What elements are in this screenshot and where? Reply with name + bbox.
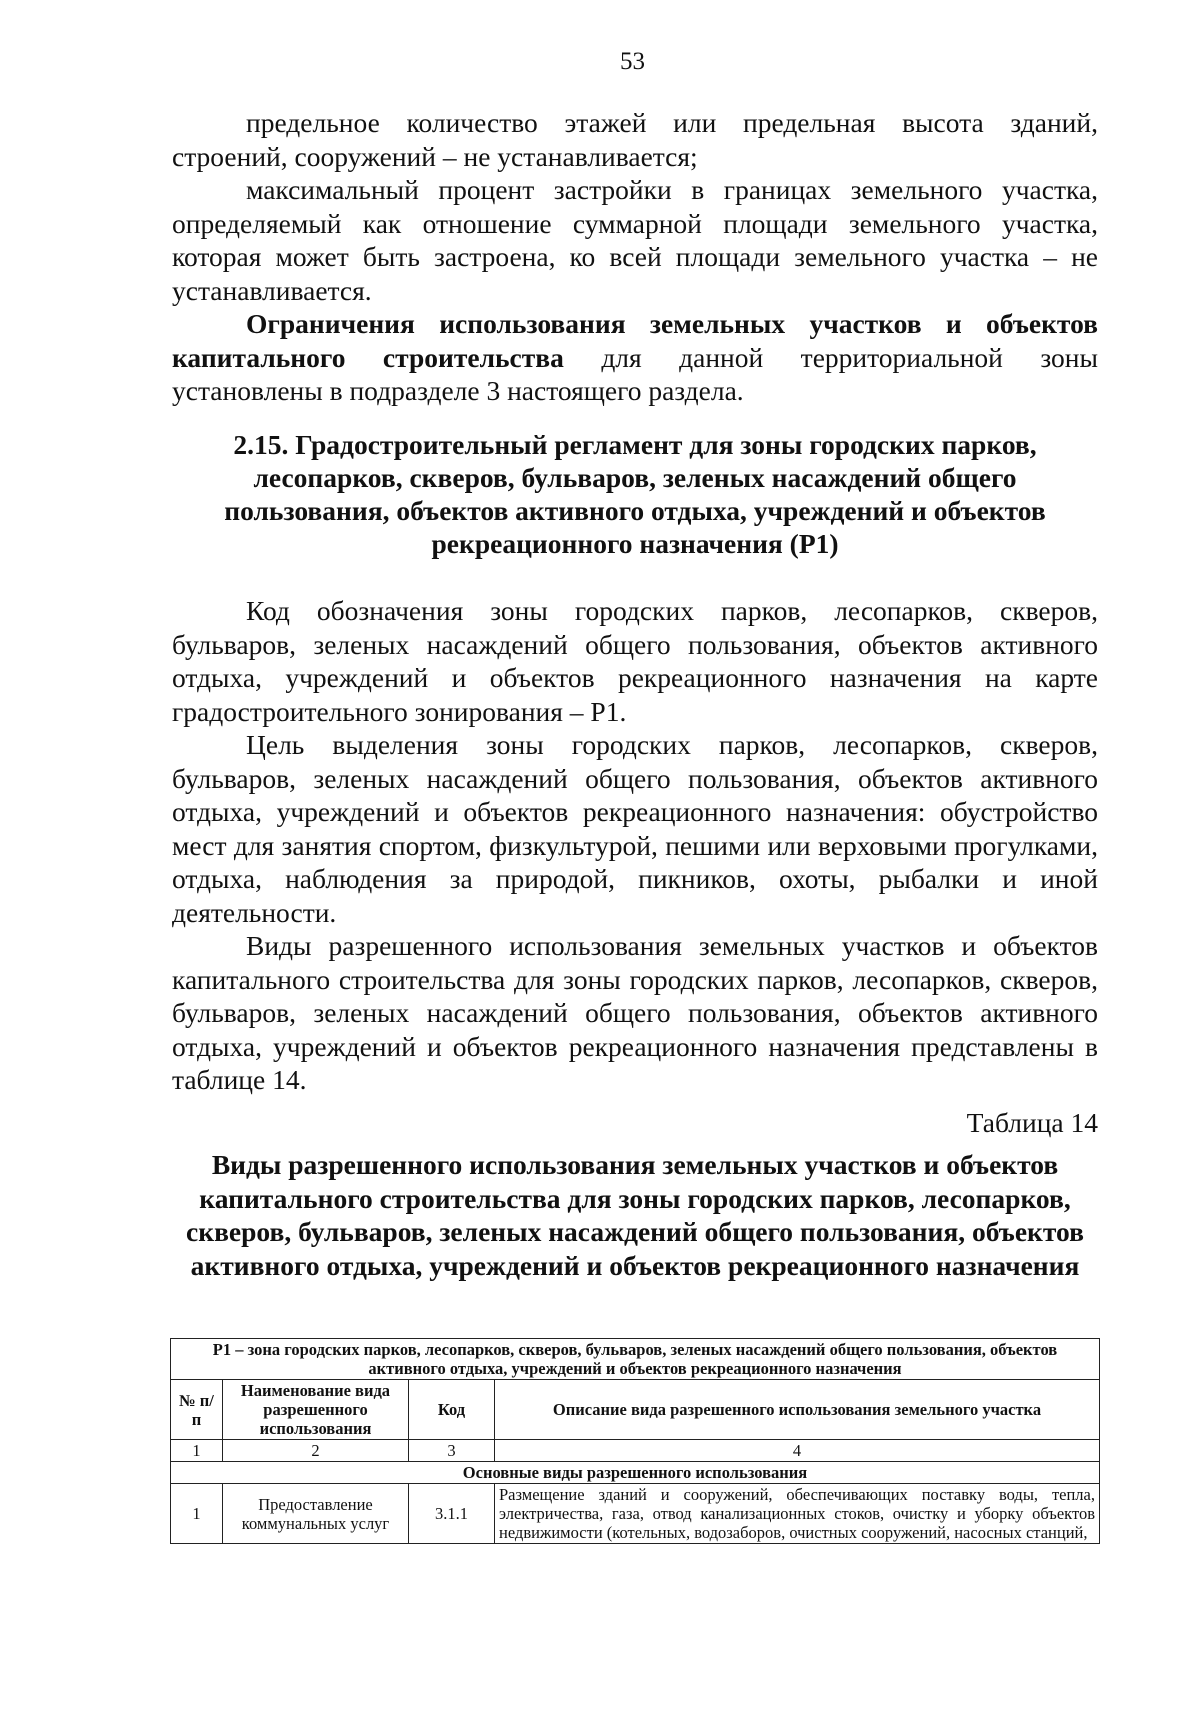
page-number: 53 [620, 48, 645, 75]
restrictions-paragraph [172, 307, 1098, 408]
column-number: 1 [171, 1440, 223, 1462]
column-header: № п/п [171, 1380, 223, 1440]
column-number: 3 [409, 1440, 495, 1462]
use-code: 3.1.1 [409, 1484, 495, 1544]
column-header: Наименование вида разрешенного использования [223, 1380, 409, 1440]
permitted-uses-table [170, 1338, 1100, 1544]
restrictions-bold-text: Ограничения использования земельных участков и объектов капитального строительства [172, 308, 1098, 373]
paragraph: Виды разрешенного использования земельных участков и объектов капитального строительства для зоны городских парков, лесопарков, скверов, бульваров, зеленых насаждений общего пользования, объектов активного отдыха, учреждений и объектов рекреационного назначения представлены в таблице 14. [172, 930, 1098, 1095]
group-header: Основные виды разрешенного использования [171, 1462, 1100, 1484]
column-header: Описание вида разрешенного использования земельного участка [495, 1380, 1100, 1440]
section-title: 2.15. Градостроительный регламент для зоны городских парков, лесопарков, скверов, бульваров, зеленых насаждений общего пользования, объектов активного отдыха, учреждений и объектов рекреационного назначения (Р1) [224, 429, 1046, 559]
column-number: 2 [223, 1440, 409, 1462]
table-row [171, 1484, 1100, 1544]
paragraph: Код обозначения зоны городских парков, лесопарков, скверов, бульваров, зеленых насаждений общего пользования, объектов активного отдыха, учреждений и объектов рекреационного назначения на карте градостроительного зонирования – Р1. [172, 595, 1098, 727]
paragraph: максимальный процент застройки в границах земельного участка, определяемый как отношение суммарной площади земельного участка, которая может быть застроена, ко всей площади земельного участка – не устанавливается. [172, 174, 1098, 306]
use-description: Размещение зданий и сооружений, обеспечивающих поставку воды, тепла, электричества, газа, отвод канализационных стоков, очистку и уборку объектов недвижимости (котельных, водозаборов, очистных сооружений, насосных станций, [495, 1484, 1100, 1544]
row-number: 1 [171, 1484, 223, 1544]
column-header: Код [409, 1380, 495, 1440]
table-title: Виды разрешенного использования земельных участков и объектов капитального строительства для зоны городских парков, лесопарков, скверов, бульваров, зеленых насаждений общего пользования, объектов активного отдыха, учреждений и объектов рекреационного назначения [186, 1149, 1084, 1281]
section-body [172, 594, 1098, 1139]
table-label: Таблица 14 [966, 1106, 1098, 1138]
column-number: 4 [495, 1440, 1100, 1462]
zone-header: Р1 – зона городских парков, лесопарков, скверов, бульваров, зеленых насаждений общего пользования, объектов активного отдыха, учреждений и объектов рекреационного назначения [171, 1339, 1100, 1380]
use-name: Предоставление коммунальных услуг [223, 1484, 409, 1544]
paragraph: предельное количество этажей или предельная высота зданий, строений, сооружений – не устанавливается; [172, 107, 1098, 172]
restrictions-text: для данной территориальной зоны установлены в подразделе 3 настоящего раздела. [172, 341, 1098, 406]
paragraph: Цель выделения зоны городских парков, лесопарков, скверов, бульваров, зеленых насаждений общего пользования, объектов активного отдыха, учреждений и объектов рекреационного назначения: обустройство мест для занятия спортом, физкультурой, пешими или верховыми прогулками, отдыха, наблюдения за природой, пикников, охоты, рыбалки и иной деятельности. [172, 729, 1098, 928]
intro-block [172, 106, 1098, 408]
